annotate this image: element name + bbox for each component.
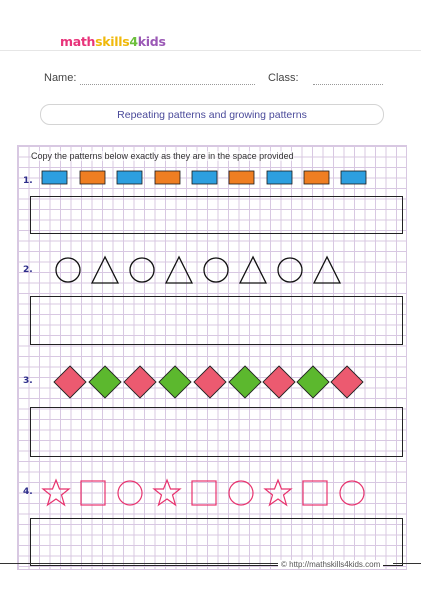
exercise-3-number: 3. <box>23 376 33 386</box>
circle-shape <box>118 481 142 505</box>
square-shape <box>192 481 216 505</box>
pattern-row-2 <box>56 257 340 283</box>
blue-rectangle <box>117 171 142 184</box>
red-diamond <box>124 366 156 398</box>
red-diamond <box>194 366 226 398</box>
orange-rectangle <box>229 171 254 184</box>
pattern-row-4 <box>43 480 364 505</box>
circle-shape <box>130 258 154 282</box>
blue-rectangle <box>192 171 217 184</box>
mathskills4kids-logo: mathskills4kids <box>60 34 166 49</box>
circle-shape <box>204 258 228 282</box>
answer-box-1[interactable] <box>30 196 403 234</box>
star-shape <box>43 480 69 505</box>
footer-divider-right <box>393 563 421 564</box>
circle-shape <box>56 258 80 282</box>
footer-divider-left <box>0 563 278 564</box>
star-shape <box>154 480 180 505</box>
blue-rectangle <box>267 171 292 184</box>
green-diamond <box>297 366 329 398</box>
triangle-shape <box>166 257 192 283</box>
answer-box-3[interactable] <box>30 407 403 457</box>
exercise-2-number: 2. <box>23 265 33 275</box>
square-shape <box>303 481 327 505</box>
footer-copyright: © http://mathskills4kids.com <box>278 560 383 569</box>
square-shape <box>81 481 105 505</box>
answer-box-4[interactable] <box>30 518 403 566</box>
orange-rectangle <box>304 171 329 184</box>
red-diamond <box>263 366 295 398</box>
red-diamond <box>331 366 363 398</box>
green-diamond <box>89 366 121 398</box>
blue-rectangle <box>42 171 67 184</box>
worksheet-title: Repeating patterns and growing patterns <box>40 104 384 125</box>
instruction-text: Copy the patterns below exactly as they are in the space provided <box>31 151 294 161</box>
star-shape <box>265 480 291 505</box>
green-diamond <box>159 366 191 398</box>
blue-rectangle <box>341 171 366 184</box>
exercise-1-number: 1. <box>23 176 33 186</box>
red-diamond <box>54 366 86 398</box>
circle-shape <box>229 481 253 505</box>
green-diamond <box>229 366 261 398</box>
class-label: Class: <box>268 72 299 84</box>
triangle-shape <box>314 257 340 283</box>
name-label: Name: <box>44 72 77 84</box>
pattern-row-3 <box>54 366 363 398</box>
circle-shape <box>278 258 302 282</box>
exercise-4-number: 4. <box>23 487 33 497</box>
triangle-shape <box>92 257 118 283</box>
orange-rectangle <box>80 171 105 184</box>
answer-box-2[interactable] <box>30 296 403 345</box>
circle-shape <box>340 481 364 505</box>
pattern-row-1 <box>42 171 366 184</box>
orange-rectangle <box>155 171 180 184</box>
triangle-shape <box>240 257 266 283</box>
